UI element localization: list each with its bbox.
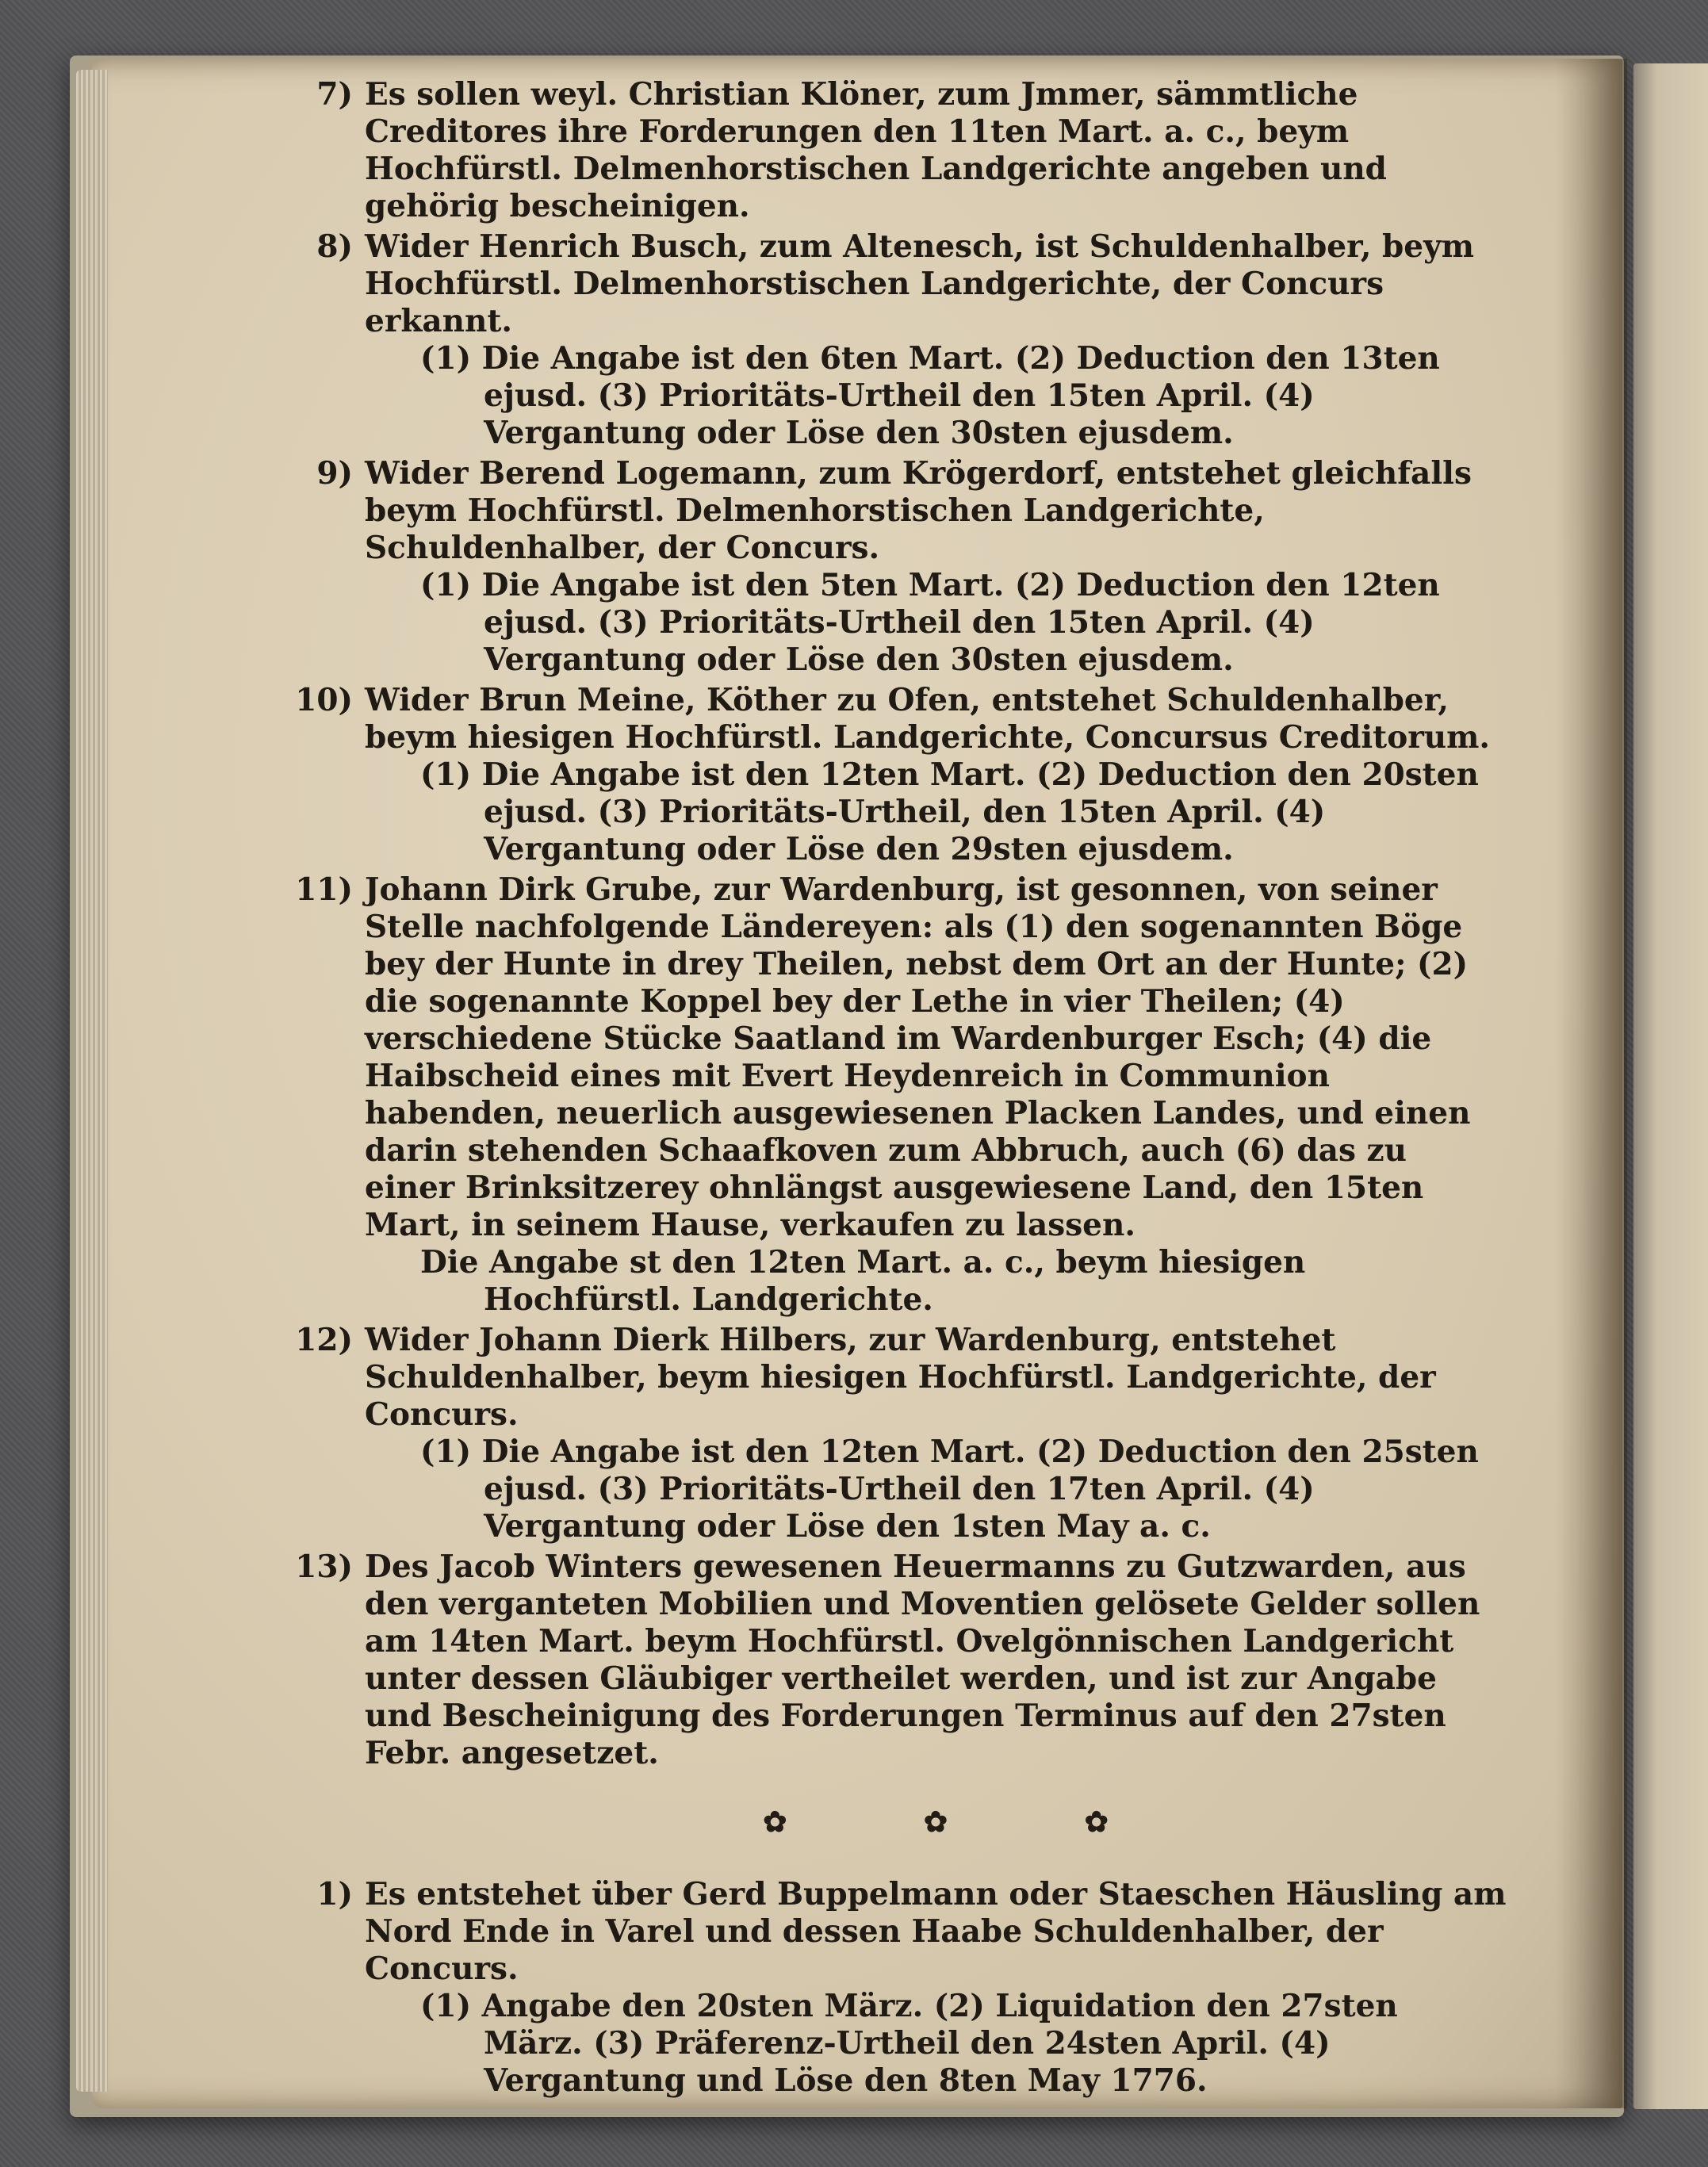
entry-9 [316, 455, 1507, 679]
entry-subtext: (1) Die Angabe ist den 5ten Mart. (2) Deduction den 12ten ejusd. (3) Prioritäts-Urtheil den 15ten April. (4) Vergantung oder Löse den 30sten ejusdem. [420, 567, 1440, 678]
ornament-separator: ✿ ✿ ✿ [763, 1805, 1172, 1839]
entry-text: Wider Johann Dierk Hilbers, zur Wardenburg, entstehet Schuldenhalber, beym hiesigen Hochfürstl. Landgerichte, der Concurs. [365, 1322, 1436, 1433]
entry-subtext: (1) Angabe den 20sten März. (2) Liquidation den 27sten März. (3) Präferenz-Urtheil den 24sten April. (4) Vergantung und Löse den 8ten May 1776. [420, 1988, 1398, 2099]
entry-text: Es sollen weyl. Christian Klöner, zum Jmmer, sämmtliche Creditores ihre Forderungen den 11ten Mart. a. c., beym Hochfürstl. Delmenhorstischen Landgerichte angeben und gehörig bescheinigen. [365, 76, 1387, 224]
entry-11 [295, 871, 1507, 1319]
entry-number: 10) [295, 682, 353, 718]
entry-text: Wider Henrich Busch, zum Altenesch, ist Schuldenhalber, beym Hochfürstl. Delmenhorstischen Landgerichte, der Concurs erkannt. [365, 228, 1474, 339]
entry-number: 8) [316, 228, 353, 265]
entry-number: 11) [295, 871, 353, 908]
facing-page-edge [1633, 63, 1708, 2109]
entry-number: 1) [316, 1876, 353, 1912]
page-text [295, 76, 1507, 2100]
entry-subtext: (1) Die Angabe ist den 6ten Mart. (2) Deduction den 13ten ejusd. (3) Prioritäts-Urtheil den 15ten April. (4) Vergantung oder Löse den 30sten ejusdem. [420, 340, 1440, 451]
entry-number: 13) [295, 1549, 353, 1585]
entry-text: Wider Brun Meine, Köther zu Ofen, entstehet Schuldenhalber, beym hiesigen Hochfürstl. Landgerichte, Concursus Creditorum. [365, 682, 1490, 756]
page-edges [76, 70, 108, 2092]
entry-number: 12) [295, 1322, 353, 1358]
entry-text: Johann Dirk Grube, zur Wardenburg, ist gesonnen, von seiner Stelle nachfolgende Ländereyen: als (1) den sogenannten Böge bey der Hunte in drey Theilen, nebst dem Ort an der Hunte; (2) die sogenannte Koppel bey der Lethe in vier Theilen; (4) verschiedene Stücke Saatland im Wardenburger Esch; (4) die Haibscheid eines mit Evert Heydenreich in Communion habenden, neuerlich ausgewiesenen Placken Landes, und einen darin stehenden Schaafkoven zum Abbruch, auch (6) das zu einer Brinksitzerey ohnlängst ausgewiesene Land, den 15ten Mart, in seinem Hause, verkaufen zu lassen. [365, 871, 1471, 1243]
entry-8 [316, 228, 1507, 452]
entry-10 [295, 682, 1507, 868]
entry-text: Des Jacob Winters gewesenen Heuermanns zu Gutzwarden, aus den verganteten Mobilien und Moventien gelösete Gelder sollen am 14ten Mart. beym Hochfürstl. Ovelgönnischen Landgericht unter dessen Gläubiger vertheilet werden, und ist zur Angabe und Bescheinigung des Forderungen Terminus auf den 27sten Febr. angesetzet. [365, 1549, 1480, 1771]
entry-number: 9) [316, 455, 353, 492]
entry-subtext: Die Angabe st den 12ten Mart. a. c., beym hiesigen Hochfürstl. Landgerichte. [420, 1244, 1306, 1318]
gutter-shadow [1554, 59, 1627, 2108]
entry-7 [316, 76, 1507, 225]
entry-subtext: (1) Die Angabe ist den 12ten Mart. (2) Deduction den 20sten ejusd. (3) Prioritäts-Urtheil, den 15ten April. (4) Vergantung oder Löse den 29sten ejusdem. [420, 756, 1479, 867]
entry-text: Es entstehet über Gerd Buppelmann oder Staeschen Häusling am Nord Ende in Varel und dessen Haabe Schuldenhalber, der Concurs. [365, 1876, 1507, 1987]
entry-final-1 [316, 1876, 1507, 2100]
entry-text: Wider Berend Logemann, zum Krögerdorf, entstehet gleichfalls beym Hochfürstl. Delmenhorstischen Landgerichte, Schuldenhalber, der Concurs. [365, 455, 1472, 566]
entry-13 [295, 1549, 1507, 1772]
entry-12 [295, 1322, 1507, 1545]
entry-number: 7) [316, 76, 353, 113]
entry-subtext: (1) Die Angabe ist den 12ten Mart. (2) Deduction den 25sten ejusd. (3) Prioritäts-Urtheil den 17ten April. (4) Vergantung oder Löse den 1sten May a. c. [420, 1434, 1479, 1545]
